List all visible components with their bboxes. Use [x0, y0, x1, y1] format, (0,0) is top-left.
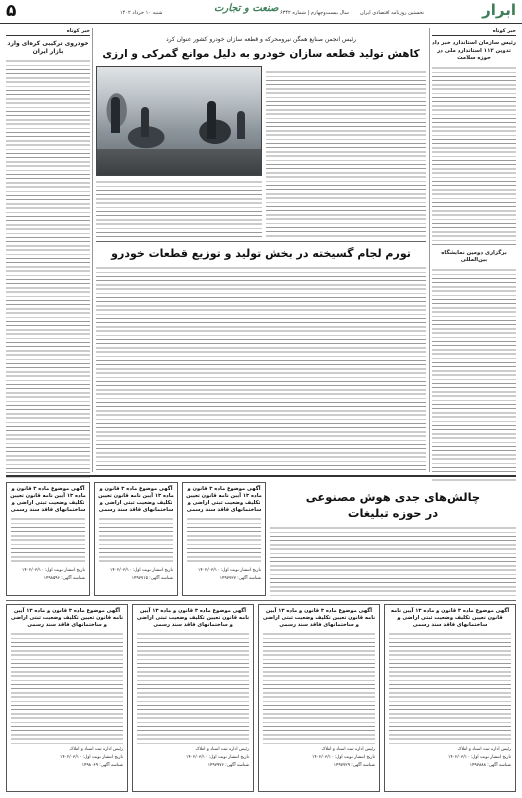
left-column [6, 28, 90, 472]
ad-date: تاریخ انتشار نوبت اول: ۱۴۰۲/۰۳/۱۰ [22, 568, 85, 573]
left-column-headline: خودروی ترکیبی کره‌ای وارد بازار ایران [7, 40, 89, 55]
ad-title: آگهی موضوع ماده ۳ قانون و ماده ۱۳ آیین نامه قانون تعیین تکلیف وضعیت ثبتی اراضی و ساختمانهای فاقد سند رسمی [186, 486, 262, 513]
ad-ref: شناسه آگهی: ۱۴۹۸۰۶۹ [81, 763, 123, 768]
ad-title: آگهی موضوع ماده ۳ قانون و ماده ۱۳ آیین نامه قانون تعیین تکلیف وضعیت ثبتی اراضی و ساختمانهای فاقد سند رسمی [262, 608, 376, 628]
ad-body [263, 632, 375, 744]
ad-ref: شناسه آگهی: ۱۴۹۷۷۳۷ [219, 576, 261, 581]
ad-sign: رئیس اداره ثبت اسناد و املاک [195, 747, 249, 752]
ad-title: آگهی موضوع ماده ۳ قانون و ماده ۱۳ آیین نامه قانون تعیین تکلیف وضعیت ثبتی اراضی و ساختمانهای فاقد سند رسمی [136, 608, 250, 628]
section-rule [6, 475, 516, 477]
right-column-subheadline: برگزاری دومین نمایشگاه بین‌المللی [441, 249, 507, 263]
legal-ad [132, 604, 254, 792]
legal-ad [6, 482, 90, 596]
left-column-body [6, 59, 90, 479]
main-story-body [266, 70, 426, 238]
left-column-label: خبر کوتاه [6, 28, 90, 36]
ai-story-headline-2: در حوزه تبلیغات [347, 506, 439, 520]
main-story-headline: کاهش تولید قطعه سازان خودرو به دلیل موانع گمرکی و ارزی [102, 48, 420, 60]
legal-ad [258, 604, 380, 792]
ai-story-body [270, 526, 516, 596]
ad-date: تاریخ انتشار نوبت اول: ۱۴۰۲/۰۳/۱۰ [60, 755, 123, 760]
ad-date: تاریخ انتشار نوبت اول: ۱۴۰۲/۰۳/۱۰ [312, 755, 375, 760]
ad-date: تاریخ انتشار نوبت اول: ۱۴۰۲/۰۳/۱۰ [110, 568, 173, 573]
ad-sign: رئیس اداره ثبت اسناد و املاک [321, 747, 375, 752]
right-column [432, 28, 516, 472]
ad-title: آگهی موضوع ماده ۳ قانون و ماده ۱۳ آیین نامه قانون تعیین تکلیف وضعیت ثبتی اراضی و ساختمانهای فاقد سند رسمی [10, 608, 124, 628]
right-column-label: خبر کوتاه [432, 28, 516, 36]
column-divider [429, 28, 430, 472]
tagline: نخستین روزنامه اقتصادی ایران [360, 10, 425, 16]
issue-line: سال بیست‌وچهارم | شماره ۶۳۴۲ [280, 10, 349, 16]
right-column-body-2 [432, 268, 516, 483]
ad-ref: شناسه آگهی: ۱۴۹۷۷۲۹ [333, 763, 375, 768]
ad-date: تاریخ انتشار نوبت اول: ۱۴۰۲/۰۳/۱۰ [186, 755, 249, 760]
date-line: شنبه ۱۰ خرداد ۱۴۰۲ [120, 10, 163, 16]
ad-body [389, 632, 511, 744]
page-number: ۵ [6, 1, 17, 21]
second-story-headline: تورم لجام گسیخته در بخش تولید و توزیع قطعات خودرو [111, 247, 411, 260]
right-column-body [432, 66, 516, 246]
section-title: صنعت و تجارت [214, 3, 279, 14]
ad-body [99, 517, 173, 565]
ad-title: آگهی موضوع ماده ۳ قانون و ماده ۱۳ آیین نامه قانون تعیین تکلیف وضعیت ثبتی اراضی و ساختمانهای فاقد سند رسمی [390, 608, 510, 628]
ad-ref: شناسه آگهی: ۱۴۹۷۷۱۵ [131, 576, 173, 581]
ad-ref: شناسه آگهی: ۱۴۹۸۵۹۶ [43, 576, 85, 581]
ai-story-headline-1: چالش‌های جدی هوش مصنوعی [305, 490, 481, 504]
legal-ad [94, 482, 178, 596]
column-divider [92, 28, 93, 472]
legal-ad [6, 604, 128, 792]
legal-ad [384, 604, 516, 792]
ad-sign: رئیس اداره ثبت اسناد و املاک [69, 747, 123, 752]
ad-body [11, 517, 85, 565]
ad-body [187, 517, 261, 565]
ad-title: آگهی موضوع ماده ۳ قانون و ماده ۱۳ آیین نامه قانون تعیین تکلیف وضعیت ثبتی اراضی و ساختمانهای فاقد سند رسمی [10, 486, 86, 513]
main-story-body-lower [96, 180, 262, 238]
section-rule [6, 600, 516, 601]
ad-title: آگهی موضوع ماده ۳ قانون و ماده ۱۳ آیین نامه قانون تعیین تکلیف وضعیت ثبتی اراضی و ساختمانهای فاقد سند رسمی [98, 486, 174, 513]
ad-sign: رئیس اداره ثبت اسناد و املاک [457, 747, 511, 752]
ad-ref: شناسه آگهی: ۱۴۹۷۹۷۶ [207, 763, 249, 768]
ad-date: تاریخ انتشار نوبت اول: ۱۴۰۲/۰۳/۱۰ [448, 755, 511, 760]
ad-ref: شناسه آگهی: ۱۴۹۷۸۸۸ [469, 763, 511, 768]
newspaper-logo: ابرار [482, 1, 516, 19]
second-story-body [96, 266, 426, 472]
ad-date: تاریخ انتشار نوبت اول: ۱۴۰۲/۰۳/۱۰ [198, 568, 261, 573]
factory-photo [96, 66, 262, 176]
masthead [0, 0, 522, 24]
right-column-headline: رئیس سازمان استاندارد خبر داد تدوین ۱۱۲ استاندارد ملی در حوزه سلامت [432, 40, 516, 61]
legal-ad [182, 482, 266, 596]
ad-body [11, 632, 123, 744]
main-story-kicker: رئیس انجمن صنایع همگن نیرومحرکه و قطعه سازان خودرو کشور عنوان کرد [165, 36, 357, 43]
ad-body [137, 632, 249, 744]
section-rule [96, 241, 426, 242]
